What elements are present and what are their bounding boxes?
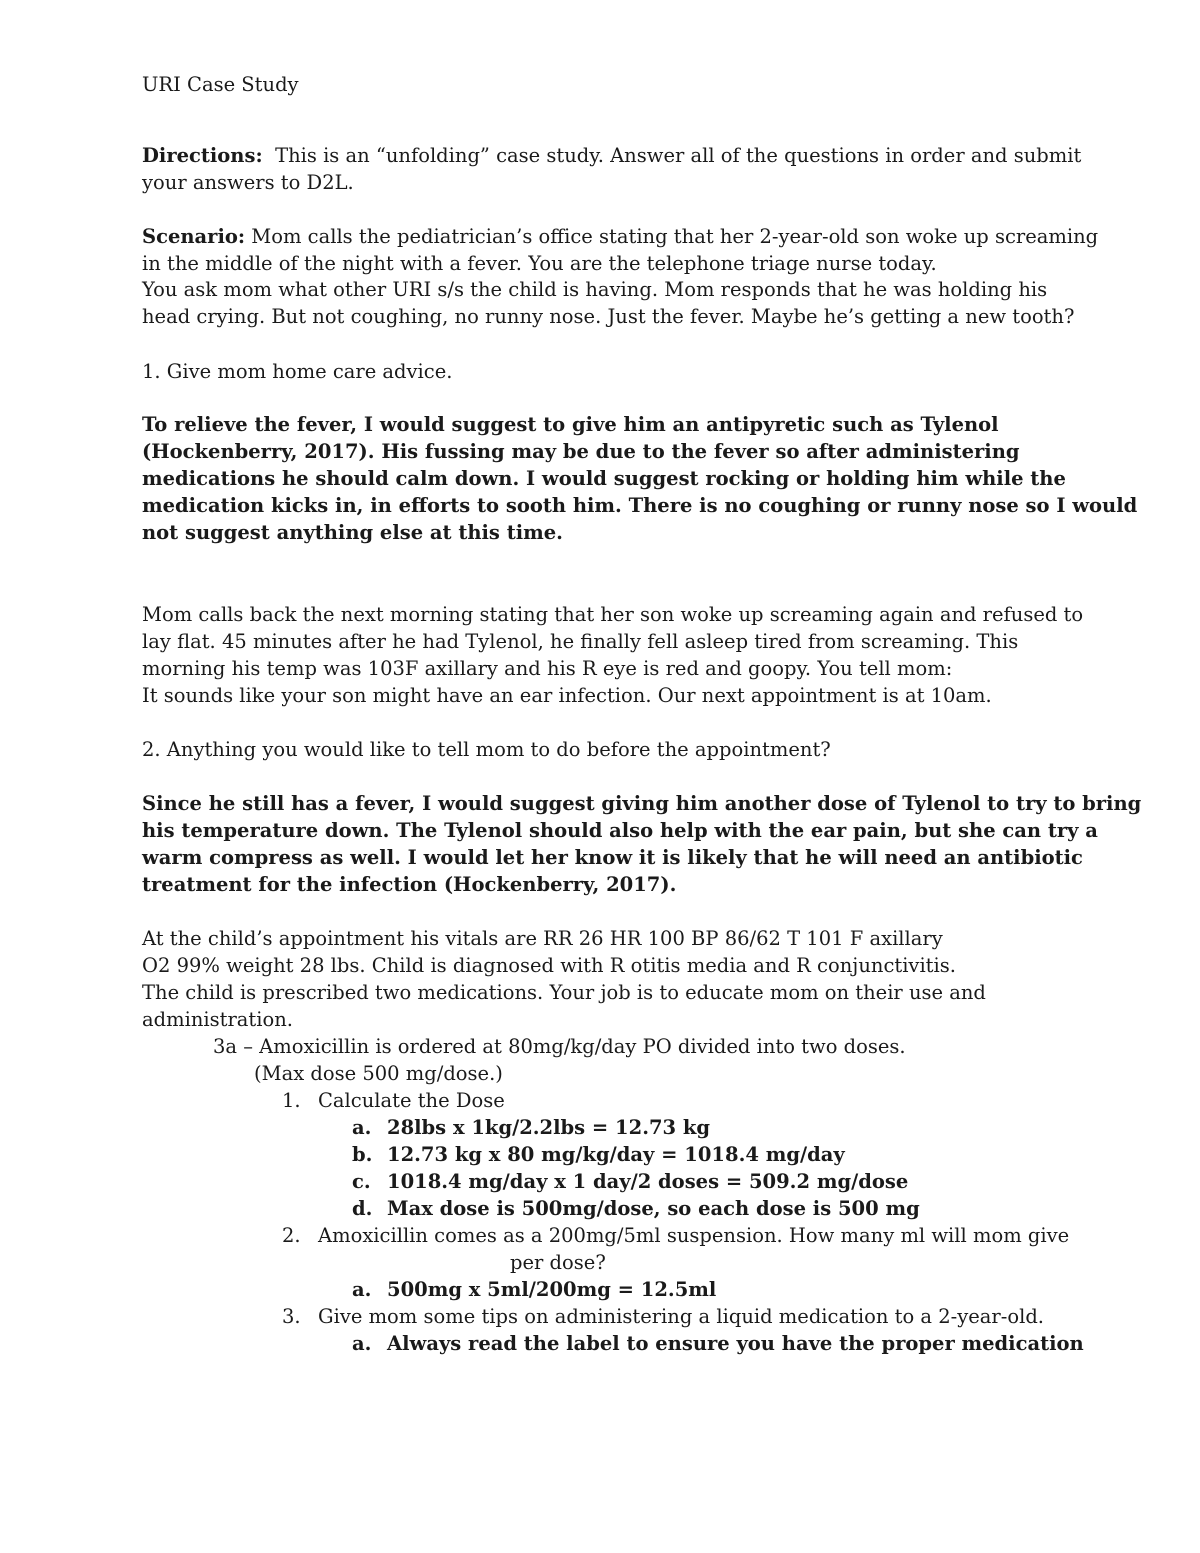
calc-step: Max dose is 500mg/dose, so each dose is 500 mg <box>387 1197 920 1220</box>
sub-letter: a. <box>352 1332 372 1355</box>
appointment-line: At the child’s appointment his vitals are RR 26 HR 100 BP 86/62 T 101 F axillary <box>142 927 943 950</box>
answer-1-line: not suggest anything else at this time. <box>142 521 563 544</box>
amoxicillin-order: 3a – Amoxicillin is ordered at 80mg/kg/day PO divided into two doses. <box>213 1035 906 1058</box>
scenario-line-4: head crying. But not coughing, no runny nose. Just the fever. Maybe he’s getting a new tooth? <box>142 305 1075 328</box>
item-number: 1. <box>282 1089 301 1112</box>
answer-1-line: To relieve the fever, I would suggest to give him an antipyretic such as Tylenol <box>142 413 999 436</box>
answer-2-line: treatment for the infection (Hockenberry, 2017). <box>142 873 677 896</box>
scenario-line-3: You ask mom what other URI s/s the child is having. Mom responds that he was holding his <box>142 278 1048 301</box>
directions-label: Directions: <box>142 144 263 167</box>
answer-1-line: medications he should calm down. I would suggest rocking or holding him while the <box>142 467 1066 490</box>
appointment-line: O2 99% weight 28 lbs. Child is diagnosed with R otitis media and R conjunctivitis. <box>142 954 956 977</box>
appointment-line: administration. <box>142 1008 293 1031</box>
calc-step: 1018.4 mg/day x 1 day/2 doses = 509.2 mg/dose <box>387 1170 909 1193</box>
scenario-text-1: Mom calls the pediatrician’s office stating that her 2-year-old son woke up screaming <box>251 225 1099 248</box>
item-tips-question: Give mom some tips on administering a liquid medication to a 2-year-old. <box>318 1305 1045 1328</box>
calc-step: 12.73 kg x 80 mg/kg/day = 1018.4 mg/day <box>387 1143 845 1166</box>
scenario-line-1 <box>142 224 1098 251</box>
answer-2-line: warm compress as well. I would let her know it is likely that he will need an antibiotic <box>142 846 1083 869</box>
question-2: 2. Anything you would like to tell mom to do before the appointment? <box>142 738 831 761</box>
item-number: 3. <box>282 1305 301 1328</box>
directions-line-1 <box>142 143 1081 170</box>
sub-letter: b. <box>352 1143 373 1166</box>
answer-1-line: (Hockenberry, 2017). His fussing may be due to the fever so after administering <box>142 440 1020 463</box>
tips-answer: Always read the label to ensure you have the proper medication <box>387 1332 1084 1355</box>
item-calculate-dose: Calculate the Dose <box>318 1089 505 1112</box>
callback-line: lay flat. 45 minutes after he had Tylenol, he finally fell asleep tired from screaming. This <box>142 630 1019 653</box>
question-1: 1. Give mom home care advice. <box>142 360 453 383</box>
item-suspension-question-cont: per dose? <box>510 1251 606 1274</box>
answer-2-line: Since he still has a fever, I would suggest giving him another dose of Tylenol to try to bring <box>142 792 1142 815</box>
max-dose-note: (Max dose 500 mg/dose.) <box>254 1062 503 1085</box>
sub-letter: d. <box>352 1197 373 1220</box>
scenario-label: Scenario: <box>142 225 246 248</box>
callback-line: It sounds like your son might have an ear infection. Our next appointment is at 10am. <box>142 684 992 707</box>
calc-step: 28lbs x 1kg/2.2lbs = 12.73 kg <box>387 1116 711 1139</box>
sub-letter: a. <box>352 1278 372 1301</box>
item-suspension-question: Amoxicillin comes as a 200mg/5ml suspension. How many ml will mom give <box>318 1224 1070 1247</box>
directions-line-2: your answers to D2L. <box>142 171 354 194</box>
answer-1-line: medication kicks in, in efforts to sooth him. There is no coughing or runny nose so I would <box>142 494 1138 517</box>
ml-answer: 500mg x 5ml/200mg = 12.5ml <box>387 1278 717 1301</box>
sub-letter: c. <box>352 1170 371 1193</box>
directions-text-1: This is an “unfolding” case study. Answer all of the questions in order and submit <box>275 144 1082 167</box>
appointment-line: The child is prescribed two medications. Your job is to educate mom on their use and <box>142 981 986 1004</box>
sub-letter: a. <box>352 1116 372 1139</box>
scenario-line-2: in the middle of the night with a fever. You are the telephone triage nurse today. <box>142 252 937 275</box>
callback-line: morning his temp was 103F axillary and his R eye is red and goopy. You tell mom: <box>142 657 953 680</box>
document-title: URI Case Study <box>142 73 299 96</box>
answer-2-line: his temperature down. The Tylenol should also help with the ear pain, but she can try a <box>142 819 1098 842</box>
callback-line: Mom calls back the next morning stating that her son woke up screaming again and refused to <box>142 603 1084 626</box>
item-number: 2. <box>282 1224 301 1247</box>
